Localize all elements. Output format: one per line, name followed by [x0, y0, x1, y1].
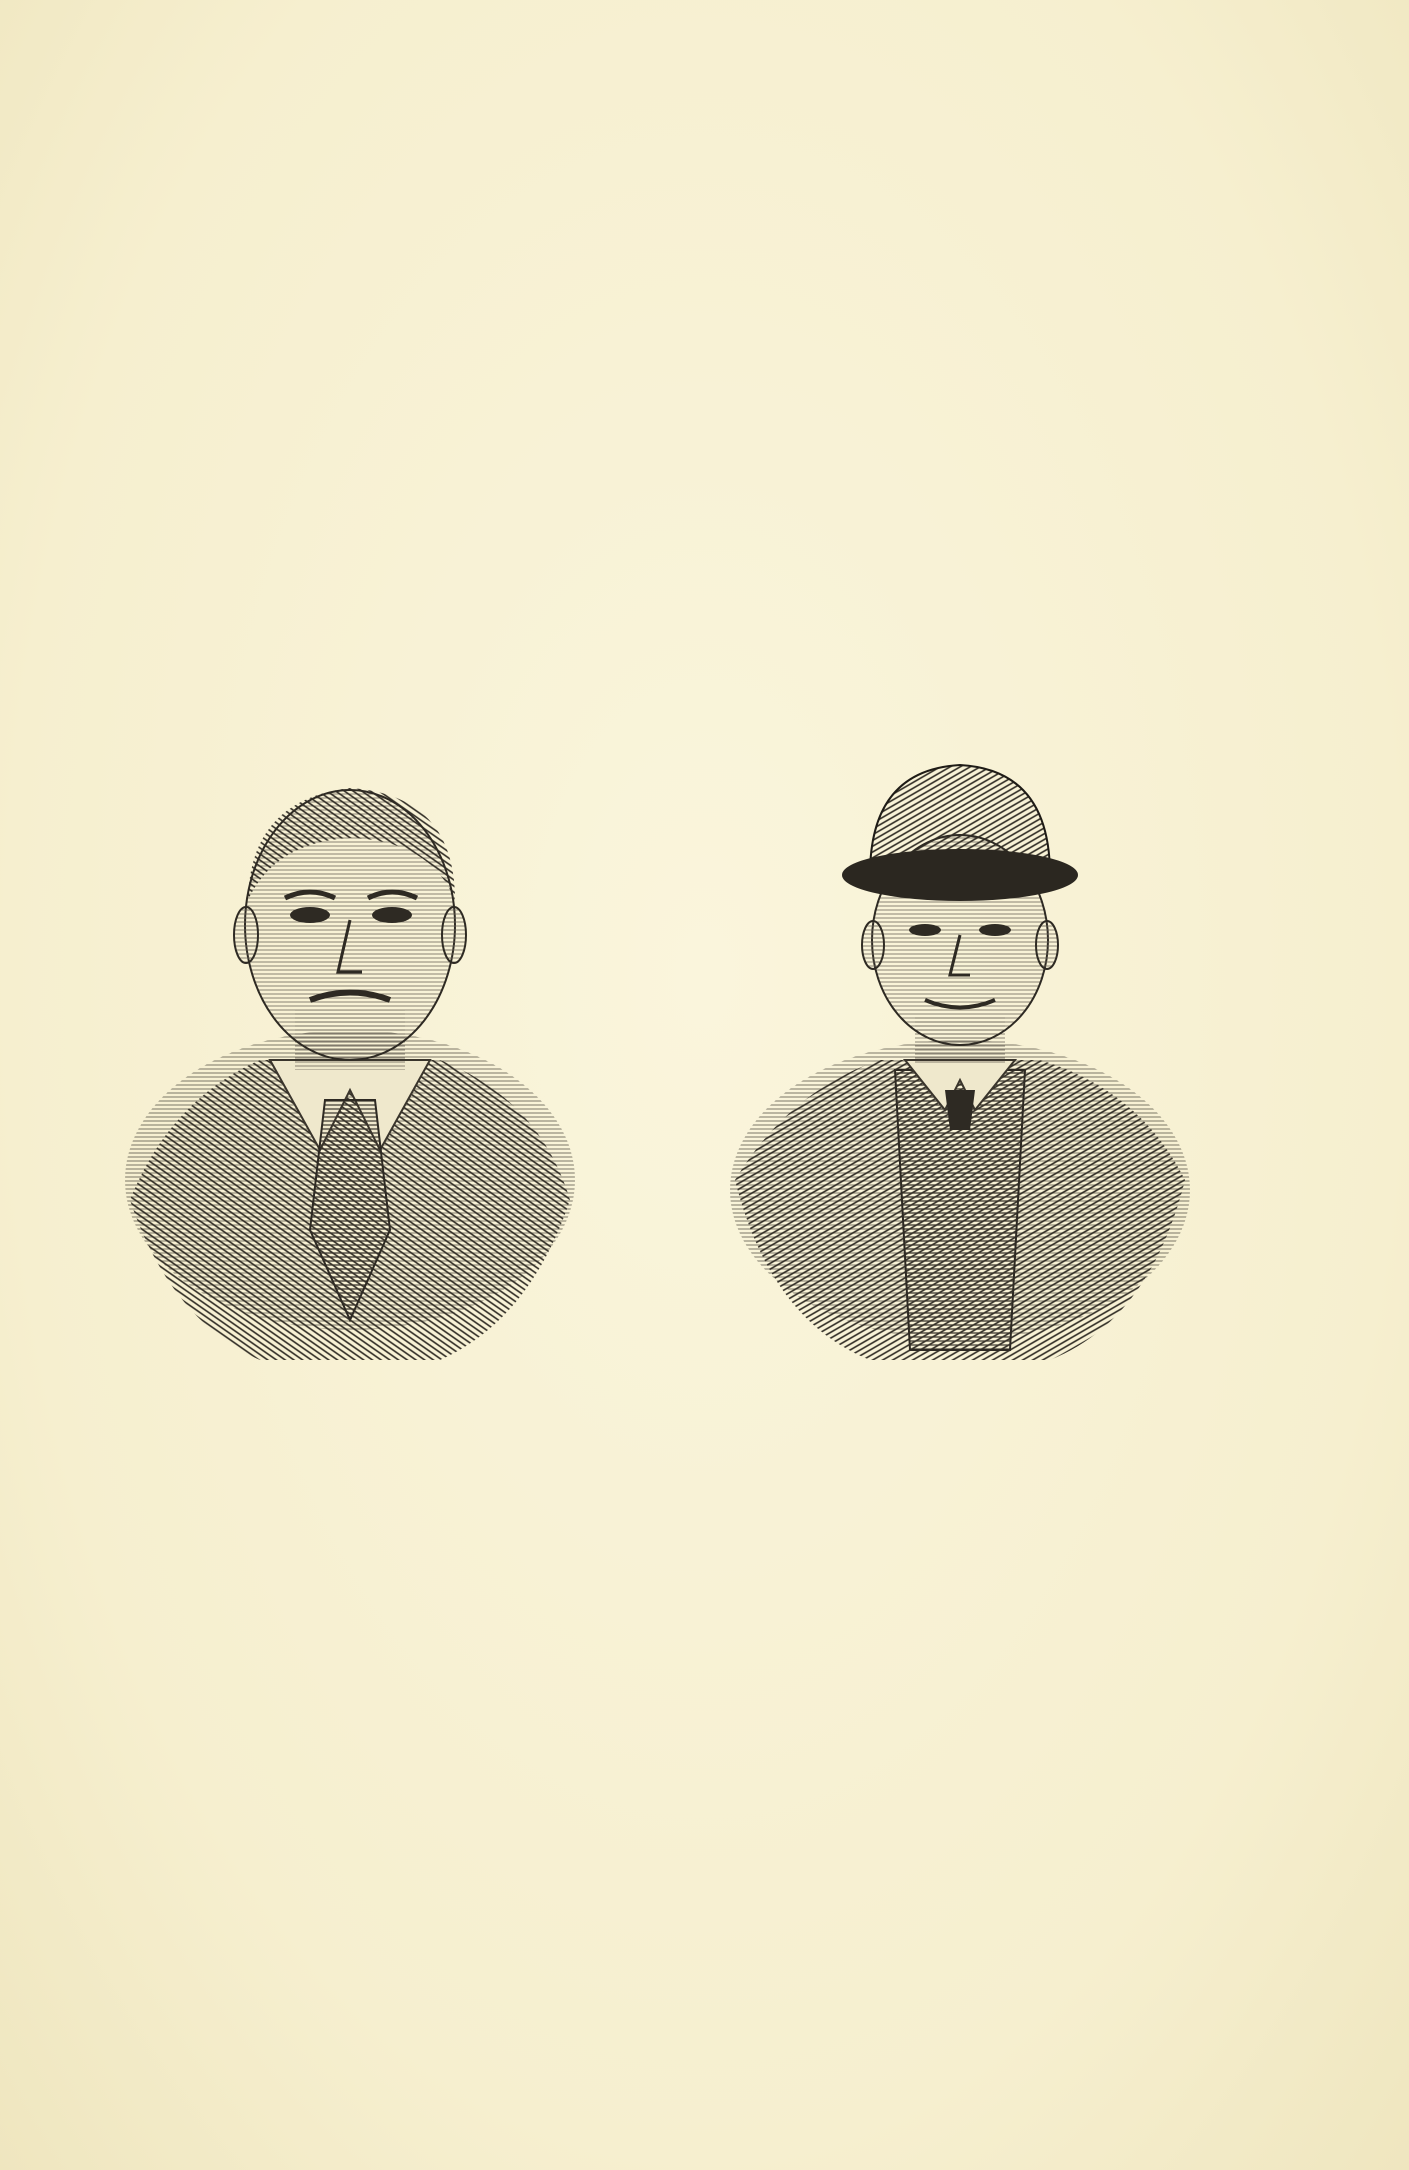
portrait-michael-kerrigan [720, 760, 1220, 1360]
engraving-bareheaded-man [110, 760, 590, 1360]
engraving-man-in-bowler-hat [720, 760, 1200, 1360]
portrait-william-vosburg [110, 760, 610, 1360]
portrait-engravings [100, 760, 1210, 1400]
